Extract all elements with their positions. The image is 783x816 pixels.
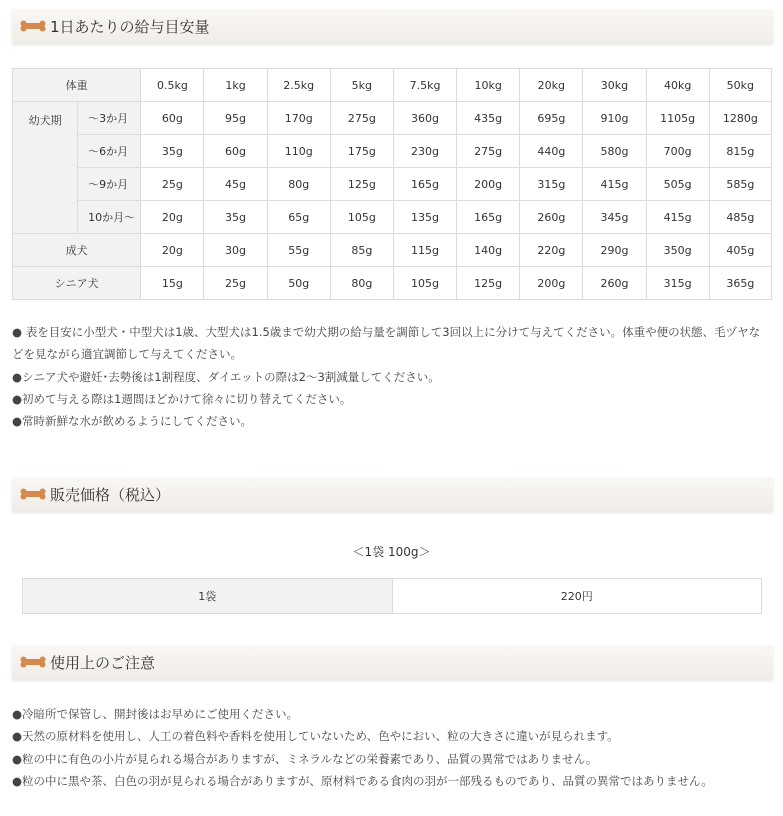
table-cell: 505g [646, 168, 709, 201]
weight-cell: 50kg [709, 69, 771, 102]
table-cell: 30g [204, 234, 267, 267]
note-item: ●初めて与える際は1週間ほどかけて徐々に切り替えてください。 [12, 391, 352, 406]
section-header-caution [12, 645, 773, 679]
section-header-ration [12, 9, 773, 43]
note-item: ●冷暗所で保管し、開封後はお早めにご使用ください。 [12, 707, 299, 721]
table-cell: 60g [141, 102, 204, 135]
table-row [23, 579, 762, 614]
table-cell: 350g [646, 234, 709, 267]
section-title-price: 販売価格（税込） [50, 486, 171, 504]
note-item: ●シニア犬や避妊･去勢後は1割程度、ダイエットの際は2〜3割減量してください。 [12, 369, 440, 384]
row-label: 10か月〜 [78, 201, 141, 234]
table-row [13, 234, 772, 267]
price-label: 1袋 [23, 579, 393, 614]
ration-notes [12, 321, 768, 432]
table-cell: 80g [267, 168, 330, 201]
section-header-price [12, 477, 773, 511]
table-row [13, 201, 772, 234]
table-cell: 435g [457, 102, 520, 135]
weight-cell: 0.5kg [141, 69, 204, 102]
table-cell: 275g [457, 135, 520, 168]
note-item: ● 表を目安に小型犬・中型犬は1歳、大型犬は1.5歳まで幼犬期の給与量を調節して3回以上に分けて与えてください。体重や便の状態、毛ヅヤなどを見ながら適宜調節して与えてください。 [12, 325, 761, 362]
table-cell: 815g [709, 135, 771, 168]
table-cell: 260g [583, 267, 646, 300]
table-cell: 290g [583, 234, 646, 267]
table-cell: 115g [393, 234, 456, 267]
row-label: 成犬 [13, 234, 141, 267]
table-cell: 1280g [709, 102, 771, 135]
price-table [22, 578, 762, 614]
table-cell: 125g [457, 267, 520, 300]
weight-cell: 40kg [646, 69, 709, 102]
table-cell: 85g [330, 234, 393, 267]
table-cell: 125g [330, 168, 393, 201]
table-cell: 20g [141, 234, 204, 267]
table-cell: 95g [204, 102, 267, 135]
table-cell: 45g [204, 168, 267, 201]
table-cell: 695g [520, 102, 583, 135]
table-row [13, 102, 772, 135]
table-cell: 440g [520, 135, 583, 168]
note-item: ●粒の中に黒や茶、白色の羽が見られる場合がありますが、原材料である食肉の羽が一部残るものであり、品質の異常ではありません。 [12, 773, 713, 788]
note-item: ●粒の中に有色の小片が見られる場合がありますが、ミネラルなどの栄養素であり、品質の異常ではありません。 [12, 751, 598, 766]
table-cell: 50g [267, 267, 330, 300]
table-cell: 345g [583, 201, 646, 234]
table-cell: 415g [646, 201, 709, 234]
caution-notes [12, 703, 772, 792]
table-cell: 35g [204, 201, 267, 234]
table-cell: 315g [646, 267, 709, 300]
table-cell: 65g [267, 201, 330, 234]
weight-cell: 2.5kg [267, 69, 330, 102]
table-cell: 105g [330, 201, 393, 234]
table-cell: 260g [520, 201, 583, 234]
note-item: ●常時新鮮な水が飲めるようにしてください。 [12, 414, 253, 429]
row-label: 〜3か月 [78, 102, 141, 135]
table-cell: 35g [141, 135, 204, 168]
table-cell: 700g [646, 135, 709, 168]
table-cell: 110g [267, 135, 330, 168]
table-row [13, 168, 772, 201]
table-cell: 415g [583, 168, 646, 201]
note-item: ●天然の原材料を使用し、人工の着色料や香料を使用していないため、色やにおい、粒の大きさに違いが見られます。 [12, 729, 619, 744]
row-label: 〜9か月 [78, 168, 141, 201]
table-cell: 315g [520, 168, 583, 201]
price-value: 220円 [392, 579, 762, 614]
row-label: シニア犬 [13, 267, 141, 300]
section-title-caution: 使用上のご注意 [50, 654, 156, 672]
table-cell: 140g [457, 234, 520, 267]
table-cell: 170g [267, 102, 330, 135]
table-cell: 15g [141, 267, 204, 300]
table-cell: 25g [141, 168, 204, 201]
weight-label: 体重 [13, 69, 141, 102]
section-title-ration: 1日あたりの給与目安量 [50, 18, 210, 36]
weight-cell: 10kg [457, 69, 520, 102]
table-cell: 175g [330, 135, 393, 168]
weight-cell: 30kg [583, 69, 646, 102]
bone-icon [20, 656, 46, 668]
weight-row [13, 69, 772, 102]
table-cell: 580g [583, 135, 646, 168]
table-cell: 165g [457, 201, 520, 234]
bone-icon [20, 20, 46, 32]
table-cell: 165g [393, 168, 456, 201]
table-cell: 20g [141, 201, 204, 234]
bone-icon [20, 488, 46, 500]
table-cell: 55g [267, 234, 330, 267]
row-label: 〜6か月 [78, 135, 141, 168]
table-cell: 910g [583, 102, 646, 135]
feeding-table [12, 68, 772, 300]
weight-cell: 5kg [330, 69, 393, 102]
table-cell: 405g [709, 234, 771, 267]
table-cell: 585g [709, 168, 771, 201]
table-cell: 220g [520, 234, 583, 267]
table-cell: 230g [393, 135, 456, 168]
table-cell: 365g [709, 267, 771, 300]
table-cell: 60g [204, 135, 267, 168]
puppy-label: 幼犬期 [13, 102, 78, 234]
table-cell: 1105g [646, 102, 709, 135]
weight-cell: 20kg [520, 69, 583, 102]
table-cell: 200g [457, 168, 520, 201]
weight-cell: 1kg [204, 69, 267, 102]
table-row [13, 135, 772, 168]
table-cell: 135g [393, 201, 456, 234]
weight-cell: 7.5kg [393, 69, 456, 102]
table-cell: 360g [393, 102, 456, 135]
table-cell: 25g [204, 267, 267, 300]
table-cell: 200g [520, 267, 583, 300]
table-row [13, 267, 772, 300]
table-cell: 105g [393, 267, 456, 300]
table-cell: 485g [709, 201, 771, 234]
price-caption: ＜1袋 100g＞ [352, 545, 431, 559]
table-cell: 275g [330, 102, 393, 135]
table-cell: 80g [330, 267, 393, 300]
